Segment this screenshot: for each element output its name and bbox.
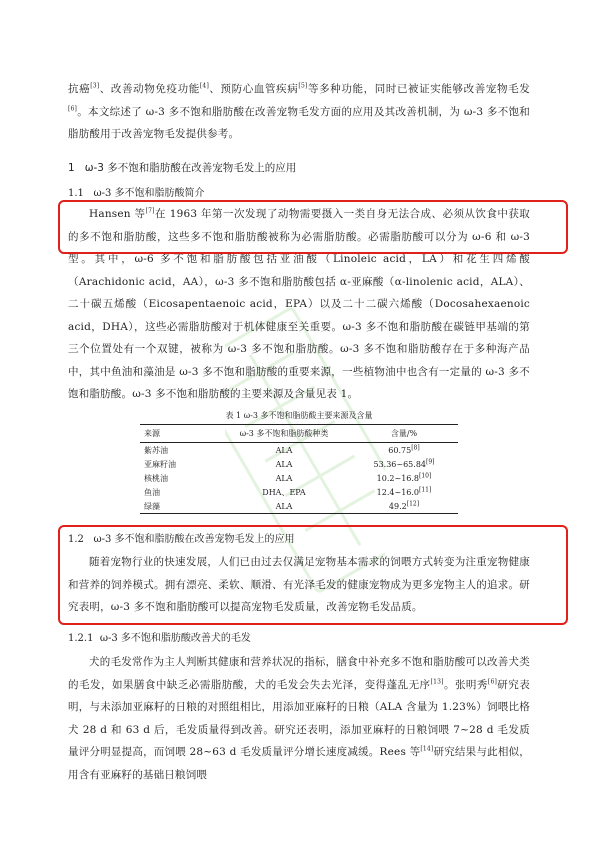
cell-value: 10.2~16.8	[376, 473, 419, 483]
intro-text: 、预防心血管疾病	[209, 83, 299, 95]
subsubsection-title: ω-3 多不饱和脂肪酸改善犬的毛发	[99, 633, 251, 644]
citation: [14]	[420, 745, 434, 753]
intro-text: 抗癌	[68, 83, 91, 95]
table-row	[140, 471, 458, 485]
intro-text: 等多种功能，同时已被证实能够改善宠物毛发	[307, 83, 530, 95]
table-row	[140, 485, 458, 499]
citation: [6]	[68, 105, 78, 112]
citation: [8]	[411, 443, 420, 451]
citation: [13]	[430, 678, 444, 685]
table-cell	[350, 485, 458, 499]
intro-text: 、改善动物免疫功能	[99, 83, 200, 95]
section-title: ω-3 多不饱和脂肪酸在改善宠物毛发上的应用	[84, 162, 297, 174]
table-cell: ALA	[275, 445, 293, 455]
table-cell	[350, 443, 458, 458]
column-header: 含量/%	[350, 425, 458, 443]
subsection-number: 1.2	[68, 534, 84, 545]
subsection-heading	[68, 184, 205, 199]
cell-value: 53.36~65.84	[373, 459, 426, 469]
table-cell	[350, 499, 458, 514]
table-header-row	[140, 425, 458, 443]
section-number: 1	[68, 162, 75, 174]
table-cell: 核桃油	[144, 473, 168, 483]
table-cell	[350, 457, 458, 471]
subsubsection-number: 1.2.1	[68, 633, 94, 644]
intro-text: 。本	[77, 105, 99, 118]
column-header: ω-3 多不饱和脂肪酸种类	[218, 425, 350, 443]
body-text: 犬的毛发常作为主人判断其健康和营养状况的指标，膳食中补充多不饱和脂肪酸可以改善犬类的毛发，如果膳食中缺乏必需脂肪酸，犬的毛发会失去光泽，变得蓬乱无序	[68, 656, 530, 691]
intro-text: 文综述了 ω-3 多不饱和脂肪酸在改善宠物毛发方面的应用及其改善机制，为 ω-3 多不饱和脂肪酸用于	[68, 105, 530, 140]
body-text: 研究结果与此相似，用含有亚麻籽的基础日粮饲喂	[68, 746, 530, 781]
subsection-title: ω-3 多不饱和脂肪酸简介	[93, 188, 205, 199]
column-header: 来源	[140, 425, 218, 443]
table-cell: ALA	[275, 459, 293, 469]
table-cell: ALA	[218, 499, 350, 514]
citation: [10]	[419, 471, 432, 479]
body-text: 研究表明，与未添加亚麻籽的日粮的对照组相比，用添加亚麻籽的日粮（ALA 含量为 1.23%）饲喂比格犬 28 d 和 63 d 后，毛发质量得到改善。研究还表明，添加亚麻籽的日粮饲喂 7~28 d 毛发质量评分明显提高，而饲喂 28~63 d 毛发质量评分增长速度减缓。Rees 等	[68, 678, 530, 758]
cell-value: 12.4~16.0	[376, 487, 419, 497]
citation: [7]	[145, 207, 155, 215]
intro-text: 改善宠物毛发提供参考。	[121, 128, 240, 140]
citation: [12]	[406, 499, 420, 507]
body-text: Hansen 等	[89, 208, 146, 220]
subsection-title: ω-3 多不饱和脂肪酸在改善宠物毛发上的应用	[93, 534, 295, 545]
body-paragraph: 随着宠物行业的快速发展，人们已由过去仅满足宠物基本需求的饲喂方式转变为注重宠物健康和营养的饲养模式。拥有漂亮、柔软、顺滑、有光泽毛发的健康宠物成为更多宠物主人的追求。研究表明，ω-3 多不饱和脂肪酸可以提高宠物毛发质量，改善宠物毛发品质。	[68, 556, 530, 613]
table-cell: DHA、EPA	[262, 487, 306, 497]
subsection-heading	[68, 530, 295, 545]
section-heading	[68, 160, 296, 175]
table-row	[140, 443, 458, 458]
table-cell: 绿藻	[140, 499, 218, 514]
table-row	[140, 499, 458, 514]
body-paragraph	[68, 651, 530, 786]
body-text: 。张明秀	[443, 678, 488, 691]
intro-paragraph	[68, 78, 530, 146]
table-cell: 紫苏油	[144, 445, 168, 455]
citation: [3]	[90, 82, 100, 90]
cell-value: 49.2	[388, 501, 407, 511]
table-row	[140, 457, 458, 471]
citation: [5]	[298, 82, 308, 90]
table-caption: 表 1 ω-3 多不饱和脂肪酸主要来源及含量	[225, 411, 373, 420]
subsection-number: 1.1	[68, 188, 84, 199]
table-cell: 亚麻籽油	[144, 459, 176, 469]
highlight-box	[58, 200, 568, 254]
table-cell: 鱼油	[144, 487, 160, 497]
citation: [9]	[426, 457, 435, 465]
table-cell	[350, 471, 458, 485]
cell-value: 60.75	[388, 445, 412, 455]
body-text: 在 1963 年第一次发现了动物需要摄入一类自身无法合成、必须从饮食中获取的多不饱和脂肪酸，这些多不饱和脂肪酸被称为必需脂肪酸。必需脂肪酸可以分为 ω-6 和 ω-3 型。其中，ω-6 多不饱和脂肪酸包括亚油酸（Linoleic acid，LA）和花生四烯酸（Arachidonic acid，AA），ω-3 多不饱和脂肪酸包括 α-亚麻酸（α-linolenic acid，ALA）、二十碳五烯酸（Eicosapentaenoic acid，EPA）以及二十二碳六烯酸（Docosahexaenoic acid，DHA），这些必需脂肪酸对于机体健康至关重要。ω-3 多不饱和脂肪酸在碳链甲基端的第三个位置处有一个双键，被称为 ω-3 多不饱和脂肪酸。ω-3 多不饱和脂肪酸存在于多种海产品中，其中鱼油和藻油是 ω-3 多不饱和脂肪酸的重要来源，一些植物油中也含有一定量的 ω-3 多不饱和脂肪酸。ω-3 多不饱和脂肪酸的主要来源及含量见表 1。	[68, 208, 530, 400]
subsubsection-heading	[68, 629, 251, 644]
citation: [11]	[419, 485, 432, 493]
table-cell: ALA	[275, 473, 293, 483]
citation: [6]	[487, 678, 498, 685]
data-table	[140, 424, 458, 514]
citation: [4]	[199, 82, 209, 90]
